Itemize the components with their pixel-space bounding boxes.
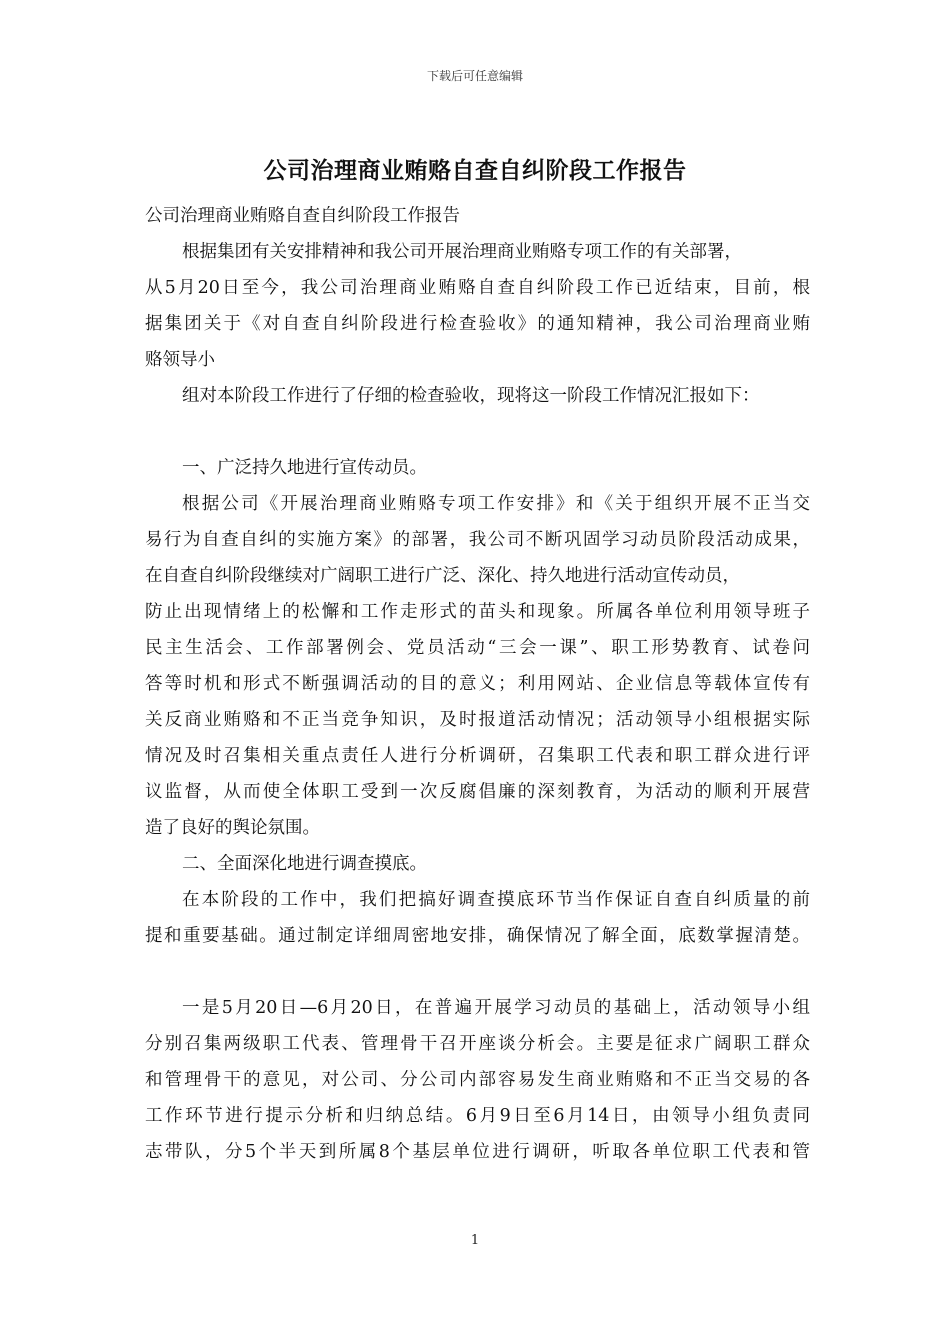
header-note: 下载后可任意编辑 xyxy=(426,69,523,83)
paragraph-line: 根据集团有关安排精神和我公司开展治理商业贿赂专项工作的有关部署， xyxy=(182,242,742,262)
paragraph-line: 赂领导小 xyxy=(145,350,215,370)
paragraph-line: 分别召集两级职工代表、管理骨干召开座谈分析会。主要是征求广阔职工群众 xyxy=(145,1034,810,1054)
paragraph-line: 从5月20日至今，我公司治理商业贿赂自查自纠阶段工作已近结束，目前，根 xyxy=(145,278,810,298)
document-body xyxy=(145,198,810,1170)
paragraph-line: 议监督，从而使全体职工受到一次反腐倡廉的深刻教育，为活动的顺利开展营 xyxy=(145,782,810,802)
paragraph-line: 情况及时召集相关重点责任人进行分析调研，召集职工代表和职工群众进行评 xyxy=(145,746,810,766)
document-title: 公司治理商业贿赂自查自纠阶段工作报告 xyxy=(263,157,687,184)
paragraph-line: 组对本阶段工作进行了仔细的检查验收，现将这一阶段工作情况汇报如下： xyxy=(182,386,760,406)
page-number: 1 xyxy=(470,1233,480,1248)
section-heading: 二、全面深化地进行调查摸底。 xyxy=(182,854,427,874)
blank-line xyxy=(145,414,810,450)
paragraph-line: 提和重要基础。通过制定详细周密地安排，确保情况了解全面，底数掌握清楚。 xyxy=(145,926,810,946)
paragraph-line: 易行为自查自纠的实施方案》的部署，我公司不断巩固学习动员阶段活动成果， xyxy=(145,530,810,550)
blank-line xyxy=(145,954,810,990)
paragraph-line: 在本阶段的工作中，我们把搞好调查摸底环节当作保证自查自纠质量的前 xyxy=(182,890,810,910)
paragraph-line: 一是5月20日—6月20日，在普遍开展学习动员的基础上，活动领导小组 xyxy=(182,998,810,1018)
paragraph-line: 据集团关于《对自查自纠阶段进行检查验收》的通知精神，我公司治理商业贿 xyxy=(145,314,810,334)
paragraph-line: 关反商业贿赂和不正当竞争知识，及时报道活动情况；活动领导小组根据实际 xyxy=(145,710,810,730)
subtitle-line: 公司治理商业贿赂自查自纠阶段工作报告 xyxy=(145,206,460,226)
section-heading: 一、广泛持久地进行宣传动员。 xyxy=(182,458,427,478)
paragraph-line: 工作环节进行提示分析和归纳总结。6月9日至6月14日，由领导小组负责同 xyxy=(145,1106,810,1126)
paragraph-line: 答等时机和形式不断强调活动的目的意义；利用网站、企业信息等载体宣传有 xyxy=(145,674,810,694)
paragraph-line: 民主生活会、工作部署例会、党员活动“三会一课”、职工形势教育、试卷问 xyxy=(145,638,810,658)
paragraph-line: 志带队，分5个半天到所属8个基层单位进行调研，听取各单位职工代表和管 xyxy=(145,1142,810,1162)
paragraph-line: 造了良好的舆论氛围。 xyxy=(145,818,320,838)
paragraph-line: 防止出现情绪上的松懈和工作走形式的苗头和现象。所属各单位利用领导班子 xyxy=(145,602,810,622)
paragraph-line: 和管理骨干的意见，对公司、分公司内部容易发生商业贿赂和不正当交易的各 xyxy=(145,1070,810,1090)
paragraph-line: 根据公司《开展治理商业贿赂专项工作安排》和《关于组织开展不正当交 xyxy=(182,494,810,514)
paragraph-line: 在自查自纠阶段继续对广阔职工进行广泛、深化、持久地进行活动宣传动员， xyxy=(145,566,740,586)
